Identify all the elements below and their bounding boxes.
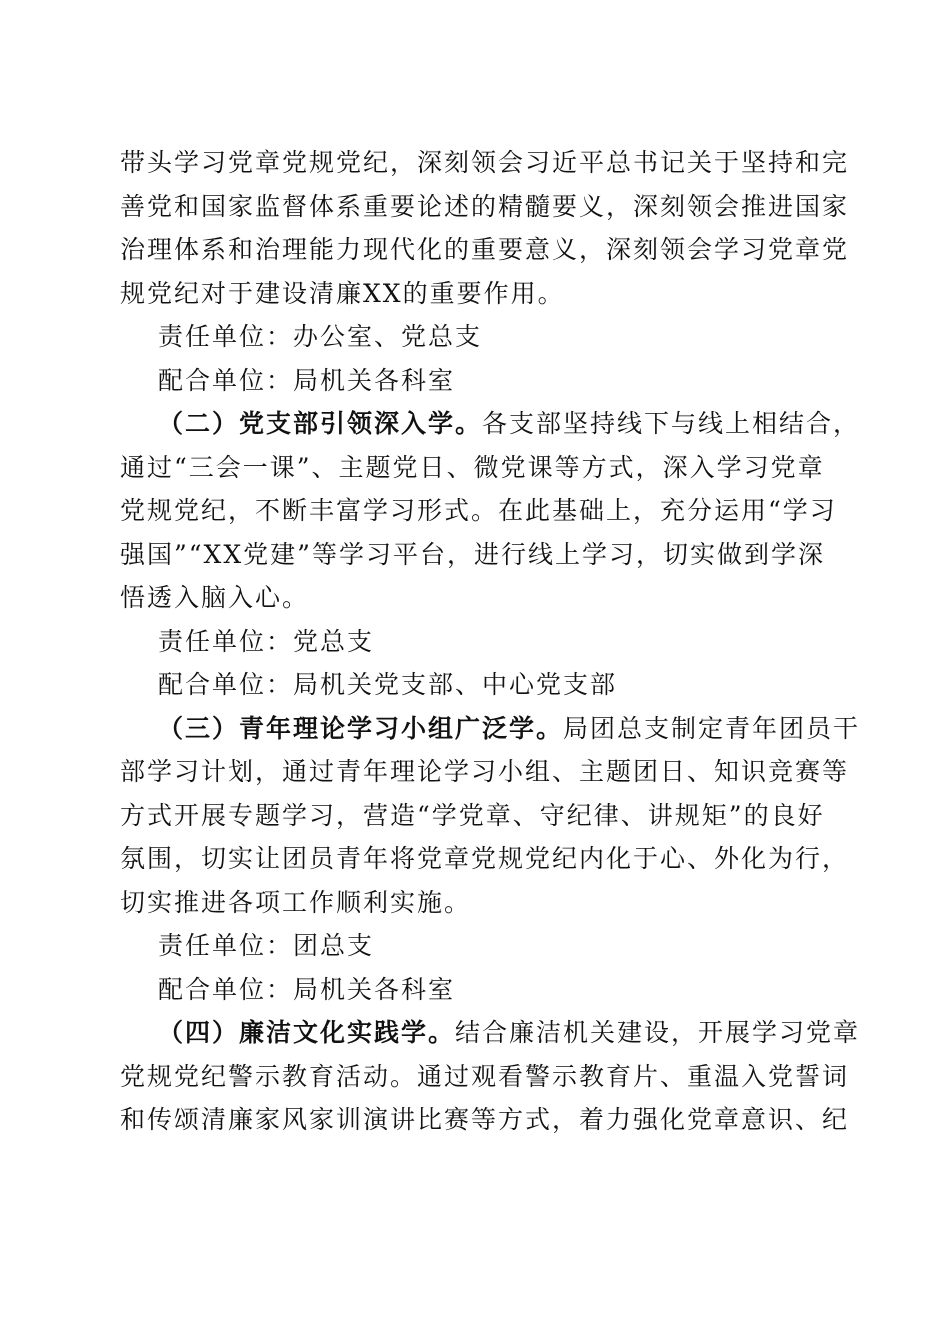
paragraph-line: 善党和国家监督体系重要论述的精髓要义，深刻领会推进国家 <box>120 191 850 221</box>
cooperate-unit-3: 配合单位：局机关各科室 <box>158 974 456 1004</box>
section-4-heading: （四）廉洁文化实践学。 <box>158 1018 456 1047</box>
paragraph-line: 和传颂清廉家风家训演讲比赛等方式，着力强化党章意识、纪 <box>120 1105 850 1134</box>
paragraph-line: 党规党纪警示教育活动。通过观看警示教育片、重温入党誓词 <box>120 1061 850 1091</box>
paragraph-line: 部学习计划，通过青年理论学习小组、主题团日、知识竞赛等 <box>120 757 850 786</box>
paragraph-line: 氛围，切实让团员青年将党章党规党纪内化于心、外化为行， <box>120 844 850 873</box>
section-2-first-line <box>120 402 861 446</box>
paragraph-line: 切实推进各项工作顺利实施。 <box>120 887 472 917</box>
section-3-first-line <box>120 707 861 751</box>
section-4-first-line-text: 结合廉洁机关建设，开展学习党章 <box>455 1018 861 1047</box>
paragraph-line: 带头学习党章党规党纪，深刻领会习近平总书记关于坚持和完 <box>120 148 850 177</box>
section-2-heading: （二）党支部引领深入学。 <box>158 409 483 438</box>
paragraph-line: 规党纪对于建设清廉XX的重要作用。 <box>120 278 565 308</box>
cooperate-unit-1: 配合单位：局机关各科室 <box>158 365 456 395</box>
section-3-heading: （三）青年理论学习小组广泛学。 <box>158 713 564 743</box>
document-body <box>120 141 861 1142</box>
paragraph-line: 方式开展专题学习，营造“学党章、守纪律、讲规矩”的良好 <box>120 800 825 830</box>
paragraph-line: 强国”“XX党建”等学习平台，进行线上学习，切实做到学深 <box>120 539 825 569</box>
section-4-first-line <box>120 1011 861 1055</box>
paragraph-line: 治理体系和治理能力现代化的重要意义，深刻领会学习党章党 <box>120 235 850 264</box>
section-3-first-line-text: 局团总支制定青年团员干 <box>563 713 861 743</box>
responsible-unit-1: 责任单位：办公室、党总支 <box>158 322 483 351</box>
paragraph-line: 悟透入脑入心。 <box>120 583 310 612</box>
paragraph-line: 党规党纪，不断丰富学习形式。在此基础上，充分运用“学习 <box>120 496 837 525</box>
section-2-first-line-text: 各支部坚持线下与线上相结合， <box>482 409 861 438</box>
responsible-unit-3: 责任单位：团总支 <box>158 931 375 960</box>
paragraph-line: 通过“三会一课”、主题党日、微党课等方式，深入学习党章 <box>120 452 825 482</box>
responsible-unit-2: 责任单位：党总支 <box>158 626 375 656</box>
cooperate-unit-2: 配合单位：局机关党支部、中心党支部 <box>158 670 618 699</box>
